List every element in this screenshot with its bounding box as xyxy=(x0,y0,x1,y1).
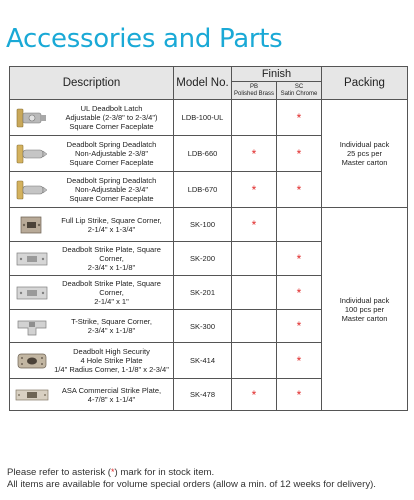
in-stock-asterisk: * xyxy=(251,387,257,402)
sc-name: Satin Chrome xyxy=(280,90,318,97)
description-text xyxy=(52,176,173,203)
model-cell: SK-478 xyxy=(174,379,232,411)
description-line: 2-3/4" x 1-1/8" xyxy=(87,326,136,335)
deadbolt-latch-icon xyxy=(14,105,50,131)
strike-plate-icon xyxy=(14,280,50,306)
description-cell xyxy=(10,208,174,242)
spring-deadlatch-icon xyxy=(14,177,50,203)
stock-note-asterisk: * xyxy=(110,467,115,477)
in-stock-asterisk: * xyxy=(251,146,257,161)
finish-pb-cell xyxy=(232,242,277,276)
description-cell xyxy=(10,100,174,136)
spring-deadlatch-icon xyxy=(14,141,50,167)
model-cell: SK-100 xyxy=(174,208,232,242)
packing-line: Individual pack xyxy=(339,295,390,305)
header-model: Model No. xyxy=(174,67,232,100)
in-stock-asterisk: * xyxy=(296,182,302,197)
full-lip-strike-icon xyxy=(14,212,50,238)
header-finish-pb xyxy=(232,82,277,100)
finish-sc-cell xyxy=(277,208,322,242)
description-text xyxy=(52,279,173,306)
description-line: 1/4" Radius Corner, 1-1/8" x 2-3/4" xyxy=(54,365,169,374)
sc-code: SC xyxy=(294,84,304,90)
description-line: Deadbolt Spring Deadlatch xyxy=(66,140,157,149)
description-line: Deadbolt Strike Plate, Square Corner, xyxy=(62,279,161,297)
description-text xyxy=(52,104,173,131)
parts-table xyxy=(9,66,408,411)
in-stock-asterisk: * xyxy=(296,387,302,402)
packing-cell xyxy=(322,100,408,208)
model-cell: SK-300 xyxy=(174,310,232,343)
stock-note-pre: Please refer to asterisk ( xyxy=(7,467,111,478)
page-title: Accessories and Parts xyxy=(6,24,283,54)
packing-cell xyxy=(322,208,408,411)
description-line: Square Corner Faceplate xyxy=(69,158,154,167)
t-strike-icon xyxy=(14,313,50,339)
description-line: Deadbolt Strike Plate, Square Corner, xyxy=(62,245,161,263)
finish-sc-cell xyxy=(277,242,322,276)
description-line: Adjustable (2-3/8" to 2-3/4") xyxy=(65,113,158,122)
in-stock-asterisk: * xyxy=(296,110,302,125)
description-text xyxy=(52,140,173,167)
description-line: Deadbolt Spring Deadlatch xyxy=(66,176,157,185)
description-line: ASA Commercial Strike Plate, xyxy=(61,385,162,395)
finish-sc-cell xyxy=(277,276,322,310)
description-line: Deadbolt High Security xyxy=(73,347,150,356)
in-stock-asterisk: * xyxy=(296,285,302,300)
description-cell xyxy=(10,242,174,276)
description-text xyxy=(52,216,173,234)
in-stock-asterisk: * xyxy=(251,217,257,232)
asa-strike-icon xyxy=(14,382,50,408)
finish-pb-cell xyxy=(232,276,277,310)
description-line: 2-1/4" x 1" xyxy=(94,297,129,306)
table-row xyxy=(10,100,408,136)
finish-sc-cell xyxy=(277,343,322,379)
description-line: Square Corner Faceplate xyxy=(69,194,154,203)
finish-sc-cell xyxy=(277,136,322,172)
description-line: 4-7/8" x 1-1/4" xyxy=(87,394,136,404)
description-line: Non-Adjustable 2-3/8" xyxy=(74,149,149,158)
description-cell xyxy=(10,136,174,172)
description-text xyxy=(52,245,173,272)
finish-pb-cell xyxy=(232,379,277,411)
description-line: 4 Hole Strike Plate xyxy=(80,356,143,365)
in-stock-asterisk: * xyxy=(251,182,257,197)
packing-line: Individual pack xyxy=(339,140,390,149)
model-cell: SK-414 xyxy=(174,343,232,379)
description-line: Non-Adjustable 2-3/4" xyxy=(74,185,149,194)
model-cell: SK-200 xyxy=(174,242,232,276)
in-stock-asterisk: * xyxy=(296,146,302,161)
header-finish-sc xyxy=(277,82,322,100)
description-cell xyxy=(10,310,174,343)
description-cell xyxy=(10,343,174,379)
description-text xyxy=(52,386,173,404)
header-packing: Packing xyxy=(322,67,408,100)
description-line: Square Corner Faceplate xyxy=(69,122,154,131)
stock-note xyxy=(7,466,214,479)
in-stock-asterisk: * xyxy=(296,319,302,333)
packing-line: 25 pcs per xyxy=(346,149,383,158)
header-finish: Finish xyxy=(232,67,322,82)
description-cell xyxy=(10,379,174,411)
description-line: 2-1/4" x 1-3/4" xyxy=(87,224,136,234)
packing-line: 100 pcs per xyxy=(344,304,385,314)
model-cell: LDB-100-UL xyxy=(174,100,232,136)
packing-line: Master carton xyxy=(341,158,388,167)
description-line: Full Lip Strike, Square Corner, xyxy=(61,215,162,225)
finish-pb-cell xyxy=(232,343,277,379)
description-text xyxy=(52,317,173,335)
pb-code: PB xyxy=(249,84,258,90)
security-strike-icon xyxy=(14,348,50,374)
finish-sc-cell xyxy=(277,100,322,136)
pb-name: Polished Brass xyxy=(233,90,275,97)
description-cell xyxy=(10,276,174,310)
finish-sc-cell xyxy=(277,172,322,208)
description-text xyxy=(52,347,173,374)
finish-sc-cell xyxy=(277,310,322,343)
finish-pb-cell xyxy=(232,310,277,343)
finish-pb-cell xyxy=(232,100,277,136)
model-cell: LDB-660 xyxy=(174,136,232,172)
in-stock-asterisk: * xyxy=(296,251,302,266)
finish-pb-cell xyxy=(232,172,277,208)
volume-order-note: All items are available for volume special orders (allow a min. of 12 weeks for delivery). xyxy=(7,479,376,490)
finish-pb-cell xyxy=(232,208,277,242)
strike-plate-icon xyxy=(14,246,50,272)
header-description: Description xyxy=(10,67,174,100)
description-line: UL Deadbolt Latch xyxy=(80,104,143,113)
description-line: T-Strike, Square Corner, xyxy=(71,317,152,326)
finish-sc-cell xyxy=(277,379,322,411)
in-stock-asterisk: * xyxy=(296,353,302,368)
model-cell: LDB-670 xyxy=(174,172,232,208)
stock-note-post: ) mark for in stock item. xyxy=(114,467,215,478)
model-cell: SK-201 xyxy=(174,276,232,310)
packing-line: Master carton xyxy=(341,313,388,323)
finish-pb-cell xyxy=(232,136,277,172)
description-line: 2-3/4" x 1-1/8" xyxy=(87,263,136,272)
table-row xyxy=(10,208,408,242)
description-cell xyxy=(10,172,174,208)
